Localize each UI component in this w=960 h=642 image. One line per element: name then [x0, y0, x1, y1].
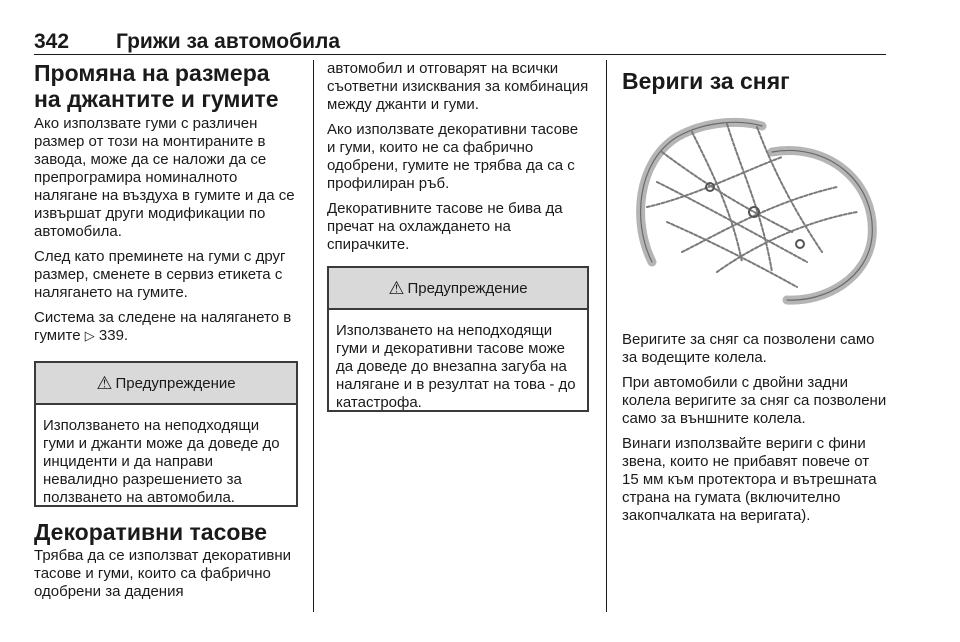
paragraph: Трябва да се използват декоративни тасове и гуми, които са фабрично одобрени за дадения [34, 547, 292, 600]
column-1 [34, 60, 298, 601]
snow-chains-illustration [622, 112, 884, 312]
paragraph: Ако използвате гуми с различен размер от този на монтираните в завода, може да се наложи да се препрограмира номиналното налягане на въздуха в гумите и да се извършат други модификации по автомобила. [34, 115, 295, 240]
paragraph: автомобил и отговарят на всички съответни изисквания за комбинация между джанти и гуми. [327, 60, 589, 113]
paragraph: Ако използвате декоративни тасове и гуми, които не са фабрично одобрени, гумите не трябва да са с профилиран ръб. [327, 121, 579, 192]
paragraph: Винаги използвайте вериги с фини звена, които не прибавят повече от 15 мм към протектора и вътрешната страна на гумата (включително закопчалката на веригата). [622, 435, 877, 524]
section-heading-snow-chains: Вериги за сняг [622, 68, 790, 94]
column-3 [622, 60, 888, 525]
warning-body [36, 405, 296, 517]
paragraph: Декоративните тасове не бива да пречат на охлаждането на спирачките. [327, 200, 563, 253]
page-header [34, 30, 886, 54]
paragraph-with-reference [34, 309, 298, 345]
warning-triangle-icon: ⚠ [96, 372, 113, 393]
column-divider-2 [606, 60, 607, 612]
column-divider-1 [313, 60, 314, 612]
page-title: Грижи за автомобила [116, 30, 341, 53]
warning-triangle-icon: ⚠ [388, 277, 405, 298]
header-divider [34, 54, 886, 55]
page-reference-link[interactable]: 339. [98, 327, 129, 344]
warning-title: Предупреждение [407, 279, 528, 297]
column-2 [327, 60, 589, 412]
paragraph-text: Система за следене на налягането в гумите [34, 309, 292, 344]
section-heading-hubcaps: Декоративни тасове [34, 519, 268, 545]
paragraph: След като преминете на гуми с друг размер, сменете в сервиз етикета с налягането на гумите. [34, 248, 286, 301]
warning-text: Използването на неподходящи гуми и джанти може да доведе до инциденти и да направи невалидно разрешението за ползването на автомобила. [43, 417, 280, 506]
warning-header [329, 268, 587, 310]
page-number: 342 [34, 30, 70, 53]
section-heading-rim-tire-size: Промяна на размера на джантите и гумите [34, 60, 279, 112]
paragraph: Веригите за сняг са позволени само за водещите колела. [622, 331, 875, 366]
warning-box [34, 361, 298, 507]
warning-header [36, 363, 296, 405]
warning-title: Предупреждение [115, 374, 236, 392]
warning-body [329, 310, 587, 422]
reference-arrow-icon: ▷ [84, 328, 95, 343]
warning-box [327, 266, 589, 412]
warning-text: Използването на неподходящи гуми и декоративни тасове може да доведе до внезапна загуба на налягане и в резултат на това - до катастрофа. [336, 322, 576, 411]
paragraph: При автомобили с двойни задни колела веригите за сняг са позволени само за външните колела. [622, 374, 887, 427]
